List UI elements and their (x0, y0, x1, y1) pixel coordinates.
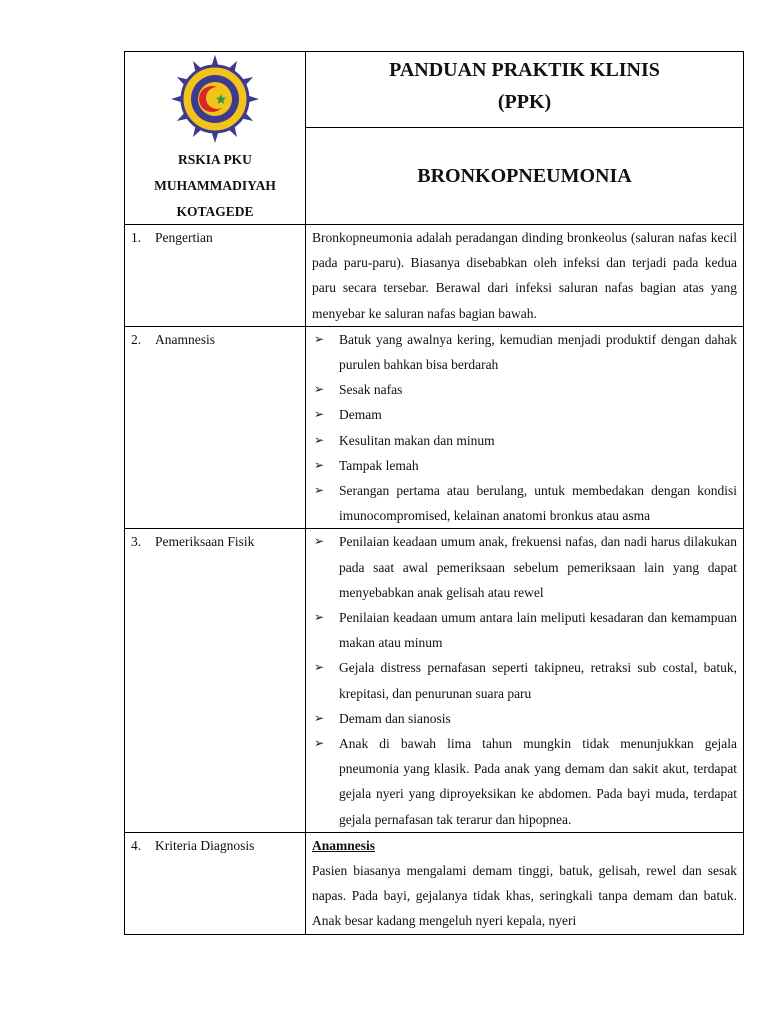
section-label-cell (125, 326, 306, 529)
subsection-heading: Anamnesis (312, 837, 376, 853)
list-item: ➢ Anak di bawah lima tahun mungkin tidak menunjukkan gejala pneumonia yang klasik. Pada anak yang demam dan sakit akut, terdapat gejala nyeri yang diproyeksikan ke abdomen. Pada bayi muda, terdapat gejala pernafasan tak terarur dan hipopnea. (312, 731, 737, 832)
list-item: ➢ Penilaian keadaan umum antara lain meliputi kesadaran dan kemampuan makan atau minum (312, 605, 737, 655)
section-row (125, 529, 744, 832)
list-item: ➢ Demam (312, 402, 737, 427)
muhammadiyah-logo-icon (163, 54, 267, 144)
section-label-cell (125, 832, 306, 934)
bullet-list (312, 529, 737, 831)
document-title-abbr: (PPK) (497, 91, 552, 113)
arrow-bullet-icon: ➢ (314, 660, 325, 675)
ppk-table (124, 51, 744, 935)
section-label: Kriteria Diagnosis (155, 837, 255, 853)
arrow-bullet-icon: ➢ (314, 610, 325, 625)
arrow-bullet-icon: ➢ (314, 382, 325, 397)
organization-name (125, 147, 305, 225)
header-title-cell (306, 52, 744, 128)
section-number: 3. (131, 534, 142, 550)
arrow-bullet-icon: ➢ (314, 710, 325, 725)
section-label-cell (125, 529, 306, 832)
list-item: ➢ Sesak nafas (312, 377, 737, 402)
list-item: ➢ Penilaian keadaan umum anak, frekuensi nafas, dan nadi harus dilakukan pada saat awal pemeriksaan sebelum pemeriksaan lain yang dapat menyebabkan anak gelisah atau rewel (312, 529, 737, 605)
org-line-2: MUHAMMADIYAH (154, 178, 276, 193)
arrow-bullet-icon: ➢ (314, 736, 325, 751)
org-line-1: RSKIA PKU (178, 152, 252, 167)
org-line-3: KOTAGEDE (176, 204, 254, 219)
list-item: ➢ Serangan pertama atau berulang, untuk membedakan dengan kondisi imunocompromised, kelainan anatomi bronkus atau asma (312, 478, 737, 528)
list-item: ➢ Tampak lemah (312, 453, 737, 478)
document-title: PANDUAN PRAKTIK KLINIS (389, 59, 660, 81)
section-label: Pemeriksaan Fisik (155, 534, 255, 550)
section-row (125, 832, 744, 934)
section-row (125, 326, 744, 529)
section-number: 1. (131, 230, 142, 245)
arrow-bullet-icon: ➢ (314, 432, 325, 447)
list-item: ➢ Demam dan sianosis (312, 706, 737, 731)
arrow-bullet-icon: ➢ (314, 457, 325, 472)
section-label: Anamnesis (155, 331, 215, 347)
arrow-bullet-icon: ➢ (314, 407, 325, 422)
section-paragraph: Bronkopneumonia adalah peradangan dinding bronkeolus (saluran nafas kecil pada paru-paru). Biasanya disebabkan oleh infeksi dan terjadi pada kedua paru secara tersebar. Berawal dari infeksi saluran nafas bagian atas yang menyebar ke saluran nafas bagian bawah. (312, 230, 737, 321)
section-paragraph: Pasien biasanya mengalami demam tinggi, batuk, gelisah, rewel dan sesak napas. Pada bayi, gejalanya tidak khas, seringkali tanpa demam dan batuk. Anak besar kadang mengeluh nyeri kepala, nyeri (312, 863, 737, 929)
section-label-cell (125, 225, 306, 327)
header-logo-cell (125, 52, 306, 225)
section-content-cell (306, 225, 744, 327)
bullet-list (312, 327, 737, 529)
arrow-bullet-icon: ➢ (314, 483, 325, 498)
section-number: 4. (131, 837, 142, 853)
section-content-cell (306, 832, 744, 934)
arrow-bullet-icon: ➢ (314, 331, 325, 346)
header-subject-cell (306, 128, 744, 225)
list-item: ➢ Kesulitan makan dan minum (312, 428, 737, 453)
section-label: Pengertian (155, 230, 213, 245)
section-row (125, 225, 744, 327)
list-item: ➢ Batuk yang awalnya kering, kemudian menjadi produktif dengan dahak purulen bahkan bisa berdarah (312, 327, 737, 377)
arrow-bullet-icon: ➢ (314, 534, 325, 549)
ppk-document (124, 51, 743, 935)
section-content-cell (306, 529, 744, 832)
section-content-cell (306, 326, 744, 529)
document-subject: BRONKOPNEUMONIA (417, 165, 632, 187)
section-number: 2. (131, 331, 142, 347)
list-item: ➢ Gejala distress pernafasan seperti takipneu, retraksi sub costal, batuk, krepitasi, dan penurunan suara paru (312, 655, 737, 705)
